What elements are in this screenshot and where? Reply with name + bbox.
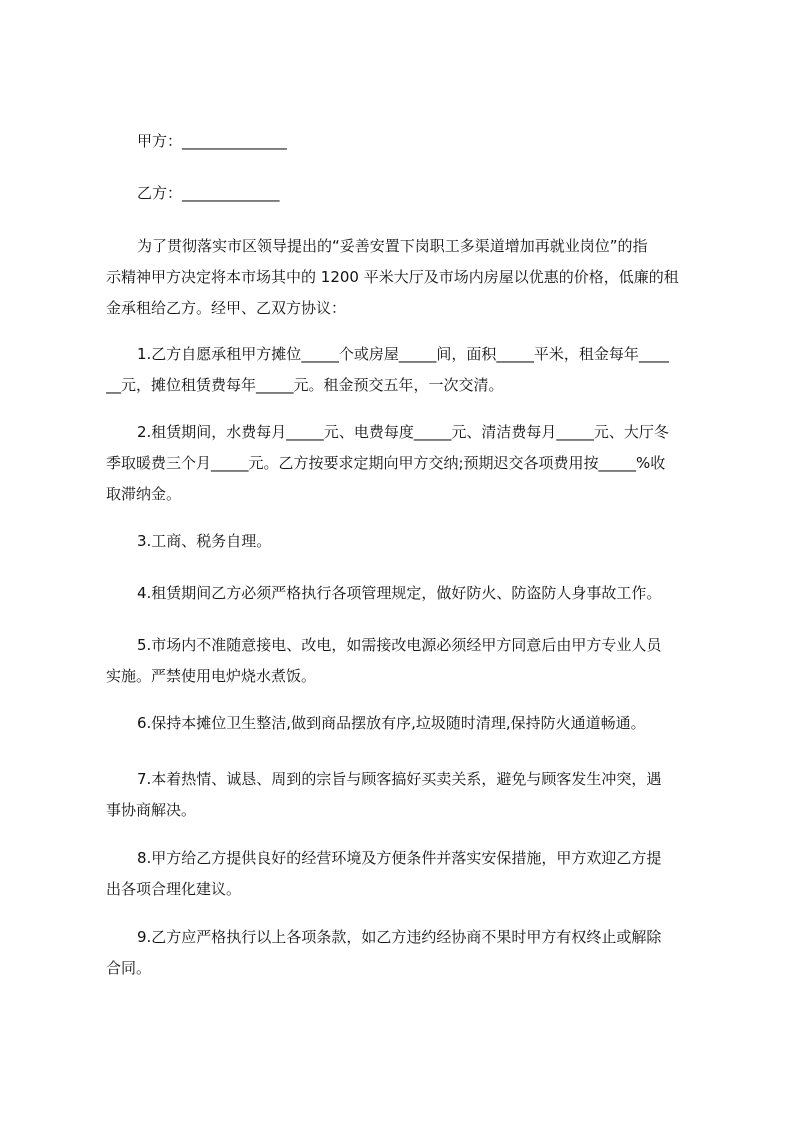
clause-line: 6.保持本摊位卫生整洁,做到商品摆放有序,垃圾随时清理,保持防火通道畅通。 — [137, 714, 646, 732]
clause-line: 出各项合理化建议。 — [106, 880, 242, 898]
clause-line: 5.市场内不准随意接电、改电，如需接改电源必须经甲方同意后由甲方专业人员 — [137, 636, 662, 654]
clause-line: 7.本着热情、诚恳、周到的宗旨与顾客搞好买卖关系，避免与顾客发生冲突，遇 — [137, 770, 662, 788]
clause-line: 1.乙方自愿承租甲方摊位_____个或房屋_____间，面积_____平米，租金每年____ — [137, 345, 669, 363]
party-a-line: 甲方：______________ — [137, 132, 288, 150]
intro-line: 为了贯彻落实市区领导提出的“妥善安置下岗职工多渠道增加再就业岗位”的指 — [137, 237, 648, 255]
clause-line: 季取暖费三个月_____元。乙方按要求定期向甲方交纳;预期迟交各项费用按_____%收 — [106, 454, 666, 472]
clause-line: 取滞纳金。 — [106, 485, 182, 503]
clause-line: 实施。严禁使用电炉烧水煮饭。 — [106, 667, 317, 685]
party-b-line: 乙方：_____________ — [137, 184, 280, 202]
clause-line: 合同。 — [106, 959, 152, 977]
clause-line: 事协商解决。 — [106, 801, 197, 819]
clause-line: 4.租赁期间乙方必须严格执行各项管理规定，做好防火、防盗防人身事故工作。 — [137, 584, 662, 602]
clause-line: 3.工商、税务自理。 — [137, 532, 272, 550]
intro-line: 金承租给乙方。经甲、乙双方协议： — [106, 299, 347, 317]
clause-line: 2.租赁期间，水费每月_____元、电费每度_____元、清洁费每月_____元、大厅冬 — [137, 423, 669, 441]
intro-line: 示精神甲方决定将本市场其中的 1200 平米大厅及市场内房屋以优惠的价格，低廉的租 — [106, 268, 679, 286]
clause-line: 8.甲方给乙方提供良好的经营环境及方便条件并落实安保措施，甲方欢迎乙方提 — [137, 849, 662, 867]
clause-line: __元，摊位租赁费每年_____元。租金预交五年，一次交清。 — [106, 376, 504, 394]
clause-line: 9.乙方应严格执行以上各项条款，如乙方违约经协商不果时甲方有权终止或解除 — [137, 928, 662, 946]
